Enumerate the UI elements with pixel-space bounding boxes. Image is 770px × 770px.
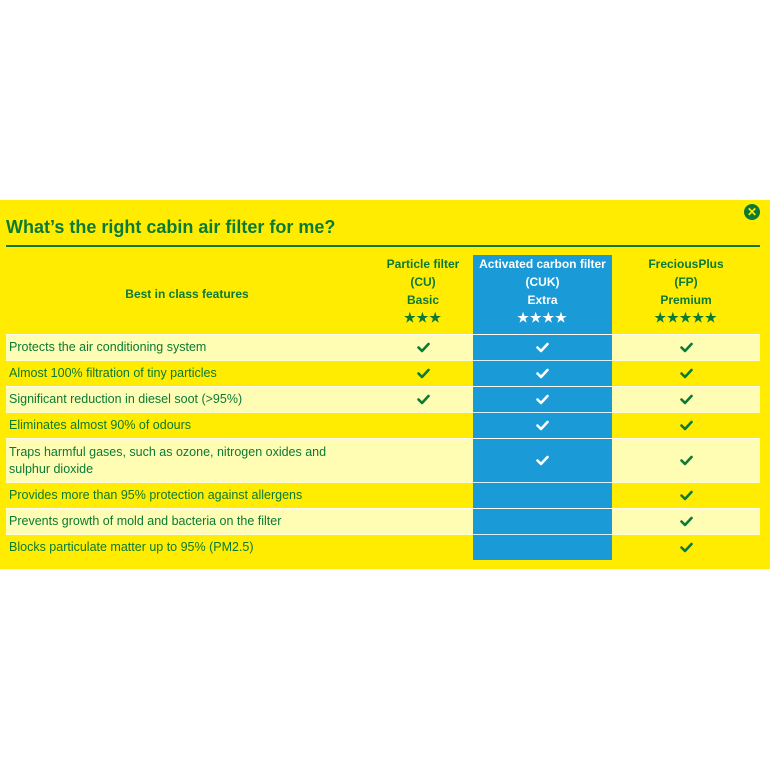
cell-fp: [612, 335, 760, 360]
filter-comparison-panel: [0, 200, 770, 569]
check-icon: [680, 490, 693, 501]
feature-label: Almost 100% filtration of tiny particles: [9, 366, 217, 380]
column-header-cuk: [473, 255, 612, 333]
check-icon: [536, 368, 549, 379]
table-row: [6, 360, 760, 386]
star-rating-icon: ★★★★: [517, 310, 568, 325]
table-row: [6, 412, 760, 438]
cell-cu: [373, 483, 473, 508]
feature-label: Traps harmful gases, such as ozone, nitrogen oxides and sulphur dioxide: [9, 444, 327, 476]
cell-fp: [612, 361, 760, 386]
star-rating-icon: ★★★: [404, 310, 442, 325]
feature-column-header: Best in class features: [125, 287, 249, 301]
feature-label: Significant reduction in diesel soot (>95%): [9, 392, 243, 406]
dialog-title: What’s the right cabin air filter for me?: [6, 217, 336, 237]
table-row: [6, 482, 760, 508]
check-icon: [536, 342, 549, 353]
column-code: (CU): [410, 275, 436, 289]
column-header-cu: [373, 255, 473, 333]
cell-fp: [612, 439, 760, 482]
cell-cu: [373, 509, 473, 534]
column-header-fp: [612, 255, 760, 333]
table-row: [6, 386, 760, 412]
check-icon: [417, 342, 430, 353]
check-icon: [680, 394, 693, 405]
cell-fp: [612, 413, 760, 438]
check-icon: [680, 455, 693, 466]
feature-label: Provides more than 95% protection against allergens: [9, 488, 303, 502]
cell-fp: [612, 509, 760, 534]
check-icon: [417, 368, 430, 379]
cell-cu: [373, 387, 473, 412]
cell-cuk: [473, 413, 612, 438]
column-tier: Basic: [406, 293, 440, 307]
cell-cuk: [473, 335, 612, 360]
column-tier: Premium: [660, 293, 712, 307]
check-icon: [680, 342, 693, 353]
feature-label: Protects the air conditioning system: [9, 340, 207, 354]
column-code: (CUK): [525, 275, 560, 289]
cell-cuk: [473, 535, 612, 560]
table-row: [6, 334, 760, 360]
cell-cuk: [473, 509, 612, 534]
cell-fp: [612, 387, 760, 412]
close-icon[interactable]: ✕: [744, 204, 760, 220]
feature-label: Eliminates almost 90% of odours: [9, 418, 192, 432]
check-icon: [536, 394, 549, 405]
column-name: Particle filter: [386, 257, 460, 271]
cell-cuk: [473, 483, 612, 508]
cell-cu: [373, 439, 473, 482]
column-name: FreciousPlus: [648, 257, 724, 271]
check-icon: [680, 420, 693, 431]
check-icon: [680, 516, 693, 527]
cell-cu: [373, 535, 473, 560]
check-icon: [680, 542, 693, 553]
cell-cu: [373, 335, 473, 360]
column-name: Activated carbon filter: [479, 257, 606, 271]
check-icon: [680, 368, 693, 379]
column-tier: Extra: [527, 293, 558, 307]
cell-cu: [373, 361, 473, 386]
title-divider: [6, 245, 760, 247]
feature-label: Blocks particulate matter up to 95% (PM2.5): [9, 540, 254, 554]
cell-cu: [373, 413, 473, 438]
cell-cuk: [473, 361, 612, 386]
feature-label: Prevents growth of mold and bacteria on the filter: [9, 514, 282, 528]
table-row: [6, 508, 760, 534]
table-row: [6, 534, 760, 560]
cell-cuk: [473, 439, 612, 482]
table-row: [6, 438, 760, 482]
star-rating-icon: ★★★★★: [654, 310, 718, 325]
check-icon: [536, 455, 549, 466]
check-icon: [536, 420, 549, 431]
cell-fp: [612, 483, 760, 508]
column-code: (FP): [674, 275, 698, 289]
check-icon: [417, 394, 430, 405]
cell-cuk: [473, 387, 612, 412]
cell-fp: [612, 535, 760, 560]
